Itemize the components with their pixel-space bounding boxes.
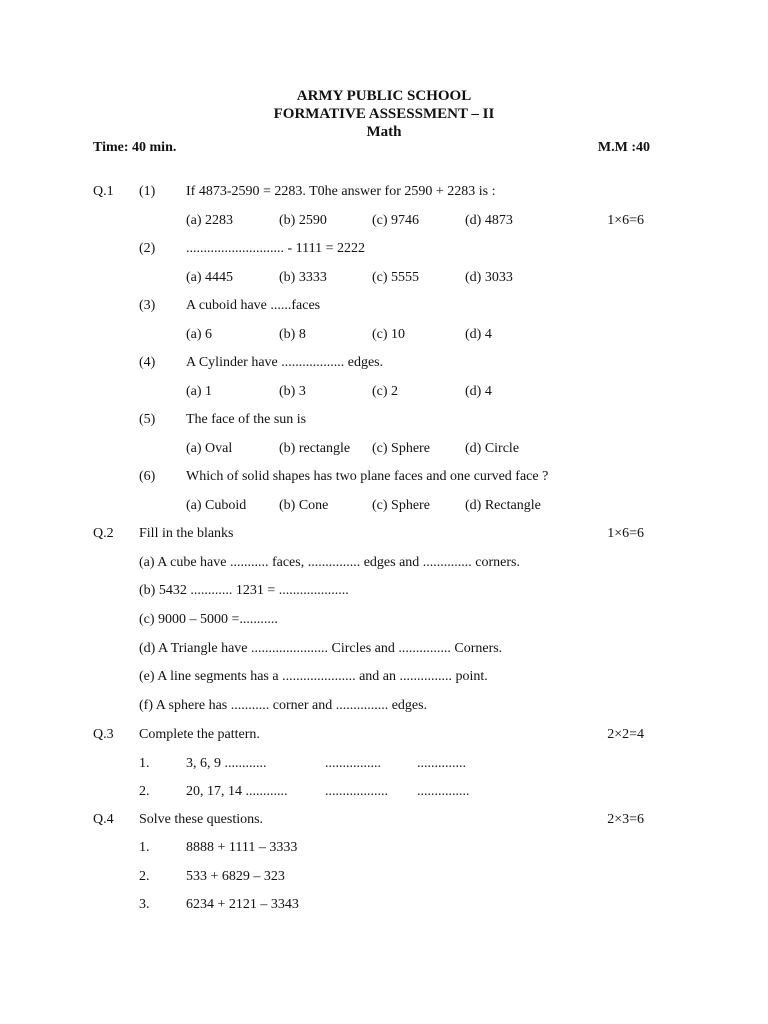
option-d: (d) 3033 (465, 270, 513, 285)
option-c: (c) Sphere (372, 441, 430, 456)
option-b: (b) rectangle (279, 441, 351, 456)
item-number: 2. (139, 784, 150, 799)
pattern-sequence: 3, 6, 9 ............ (186, 756, 267, 771)
option-c: (c) 9746 (372, 213, 420, 228)
fill-blank-item: (e) A line segments has a ..................... and an ............... point. (139, 669, 488, 684)
pattern-blank: .................. (325, 784, 388, 799)
school-name: ARMY PUBLIC SCHOOL (296, 88, 472, 104)
question-title: Solve these questions. (139, 812, 264, 827)
item-number: (6) (139, 469, 156, 484)
question-marks: 1×6=6 (607, 526, 644, 541)
fill-blank-item: (f) A sphere has ........... corner and ............... edges. (139, 698, 428, 713)
item-number: (1) (139, 184, 156, 199)
option-c: (c) Sphere (372, 498, 430, 513)
question-number: Q.3 (93, 727, 114, 742)
item-number: 1. (139, 840, 150, 855)
option-d: (d) Rectangle (465, 498, 541, 513)
option-c: (c) 5555 (372, 270, 420, 285)
item-text: If 4873-2590 = 2283. T0he answer for 2590 + 2283 is : (186, 184, 496, 199)
option-c: (c) 10 (372, 327, 406, 342)
option-b: (b) 3 (279, 384, 306, 399)
item-number: (2) (139, 241, 156, 256)
fill-blank-item: (d) A Triangle have ...................... Circles and ............... Corners. (139, 641, 503, 656)
option-b: (b) 3333 (279, 270, 327, 285)
expression: 533 + 6829 – 323 (186, 869, 285, 884)
pattern-blank: ............... (417, 784, 470, 799)
expression: 6234 + 2121 – 3343 (186, 897, 299, 912)
item-number: (3) (139, 298, 156, 313)
item-number: 1. (139, 756, 150, 771)
item-number: (4) (139, 355, 156, 370)
question-number: Q.1 (93, 184, 114, 199)
fill-blank-item: (a) A cube have ........... faces, ............... edges and .............. corners. (139, 555, 521, 570)
pattern-blank: .............. (417, 756, 466, 771)
item-text: ............................ - 1111 = 2222 (186, 241, 365, 256)
pattern-sequence: 20, 17, 14 ............ (186, 784, 288, 799)
fill-blank-item: (b) 5432 ............ 1231 = .................... (139, 583, 349, 598)
option-b: (b) 2590 (279, 213, 327, 228)
option-d: (d) 4 (465, 327, 492, 342)
option-d: (d) 4 (465, 384, 492, 399)
pattern-blank: ................ (325, 756, 381, 771)
item-number: 2. (139, 869, 150, 884)
option-a: (a) Cuboid (186, 498, 247, 513)
option-a: (a) Oval (186, 441, 233, 456)
item-number: (5) (139, 412, 156, 427)
question-marks: 1×6=6 (607, 213, 644, 228)
option-d: (d) Circle (465, 441, 520, 456)
option-c: (c) 2 (372, 384, 399, 399)
item-text: The face of the sun is (186, 412, 307, 427)
option-b: (b) 8 (279, 327, 306, 342)
question-title: Complete the pattern. (139, 727, 260, 742)
question-number: Q.2 (93, 526, 114, 541)
item-text: A Cylinder have .................. edges. (186, 355, 384, 370)
option-a: (a) 4445 (186, 270, 234, 285)
option-b: (b) Cone (279, 498, 329, 513)
option-a: (a) 6 (186, 327, 213, 342)
question-number: Q.4 (93, 812, 114, 827)
fill-blank-item: (c) 9000 – 5000 =........... (139, 612, 278, 627)
question-title: Fill in the blanks (139, 526, 234, 541)
question-marks: 2×2=4 (607, 727, 644, 742)
max-marks: M.M :40 (597, 140, 650, 155)
option-a: (a) 2283 (186, 213, 234, 228)
option-a: (a) 1 (186, 384, 213, 399)
time-allowed: Time: 40 min. (93, 140, 177, 155)
expression: 8888 + 1111 – 3333 (186, 840, 298, 855)
item-number: 3. (139, 897, 150, 912)
item-text: A cuboid have ......faces (186, 298, 321, 313)
option-d: (d) 4873 (465, 213, 513, 228)
assessment-title: FORMATIVE ASSESSMENT – II (273, 106, 495, 122)
question-marks: 2×3=6 (607, 812, 644, 827)
subject-title: Math (366, 124, 402, 140)
item-text: Which of solid shapes has two plane faces and one curved face ? (186, 469, 549, 484)
